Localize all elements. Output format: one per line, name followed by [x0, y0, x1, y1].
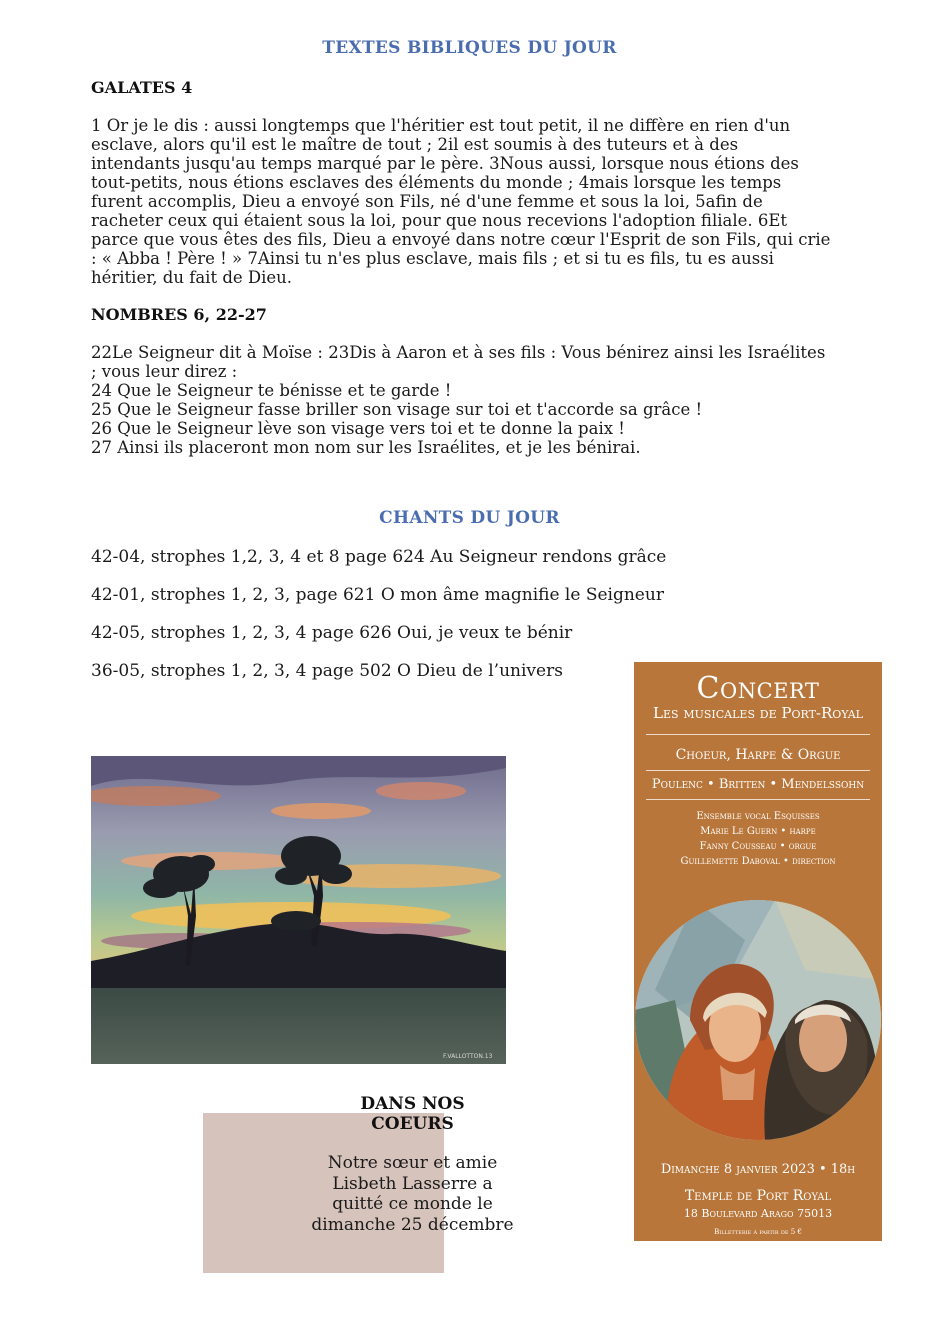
- poster-credit: Fanny Cousseau • orgue: [699, 841, 817, 852]
- section-title-bible-texts: TEXTES BIBLIQUES DU JOUR: [322, 38, 617, 58]
- sunset-painting: [91, 756, 506, 1064]
- nombres-line: 24 Que le Seigneur te bénisse et te garde !: [91, 381, 452, 400]
- nombres-line: 25 Que le Seigneur fasse briller son visage sur toi et t'accorde sa grâce !: [91, 400, 703, 419]
- chant-item: 36-05, strophes 1, 2, 3, 4 page 502 O Dieu de l’univers: [91, 661, 563, 681]
- poster-artwork: [635, 900, 881, 1140]
- hearts-title: [330, 1094, 495, 1134]
- galates-heading: GALATES 4: [91, 78, 193, 97]
- poster-date: Dimanche 8 janvier 2023 • 18h: [660, 1162, 856, 1177]
- hearts-title-line1: DANS NOS: [360, 1094, 465, 1114]
- nombres-heading: NOMBRES 6, 22-27: [91, 305, 267, 324]
- poster-credit: Marie Le Guern • harpe: [700, 826, 816, 837]
- galates-text: 1 Or je le dis : aussi longtemps que l'héritier est tout petit, il ne diffère en rien d'un esclave, alors qu'il est le maître de tout ; 2il est soumis à des tuteurs et à des intendants jusqu'au temps marqué par le père. 3Nous aussi, lorsque nous étions des tout-petits, nous étions esclaves des éléments du monde ; 4mais lorsque les temps furent accomplis, Dieu a envoyé son Fils, né d'une femme et sous la loi, 5afin de racheter ceux qui étaient sous la loi, pour que nous recevions l'adoption filiale. 6Et parce que vous êtes des fils, Dieu a envoyé dans notre cœur l'Esprit de son Fils, qui crie : « Abba ! Père ! » 7Ainsi tu n'es plus esclave, mais fils ; et si tu es fils, tu es aussi héritier, du fait de Dieu.: [91, 116, 831, 287]
- chant-item: 42-01, strophes 1, 2, 3, page 621 O mon âme magnifie le Seigneur: [91, 585, 664, 605]
- poster-title: Concert: [696, 671, 820, 706]
- chant-item: 42-05, strophes 1, 2, 3, 4 page 626 Oui, je veux te bénir: [91, 623, 573, 643]
- chant-item: 42-04, strophes 1,2, 3, 4 et 8 page 624 Au Seigneur rendons grâce: [91, 547, 667, 567]
- poster-subtitle: Les musicales de Port-Royal: [653, 704, 863, 722]
- poster-credit: Ensemble vocal Esquisses: [696, 811, 820, 822]
- poster-divider: [646, 734, 870, 735]
- poster-venue: Temple de Port Royal: [684, 1188, 832, 1204]
- nombres-line: 22Le Seigneur dit à Moïse : 23Dis à Aaron et à ses fils : Vous bénirez ainsi les Israélites ; vous leur direz :: [91, 343, 826, 381]
- concert-poster: [634, 662, 882, 1241]
- poster-address: 18 Boulevard Arago 75013: [683, 1207, 833, 1220]
- poster-divider: [646, 770, 870, 771]
- hearts-message: Notre sœur et amie Lisbeth Lasserre a quitté ce monde le dimanche 25 décembre: [311, 1153, 514, 1235]
- hearts-title-line2: COEURS: [371, 1114, 454, 1134]
- galates-passage: [91, 116, 831, 287]
- poster-credit: Guillemette Daboval • direction: [680, 856, 836, 867]
- poster-composers: Poulenc • Britten • Mendelssohn: [651, 777, 865, 792]
- poster-divider: [646, 799, 870, 800]
- section-title-chants: CHANTS DU JOUR: [379, 508, 560, 528]
- nombres-passage: [91, 343, 831, 457]
- nombres-line: 27 Ainsi ils placeront mon nom sur les Israélites, et je les bénirai.: [91, 438, 641, 457]
- poster-line1: Choeur, Harpe & Orgue: [675, 747, 841, 763]
- nombres-line: 26 Que le Seigneur lève son visage vers toi et te donne la paix !: [91, 419, 625, 438]
- painting-signature: F.VALLOTTON.13: [443, 1053, 493, 1060]
- poster-ticket-info: Billetterie à partir de 5 €: [714, 1228, 802, 1236]
